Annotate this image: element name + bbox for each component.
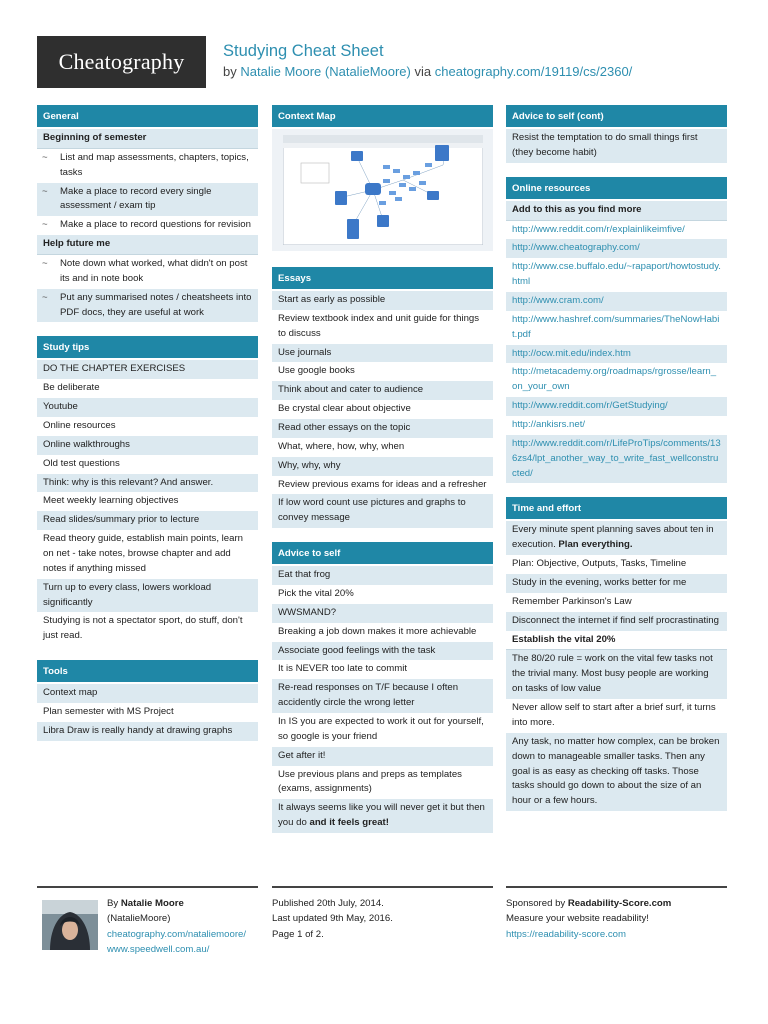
study-tips-box	[37, 336, 258, 646]
resource-link[interactable]: http://www.reddit.com/r/explainlikeimfive/	[506, 221, 727, 240]
list-item: ~ Note down what worked, what didn't on post its and in note book	[37, 255, 258, 289]
general-rows	[37, 129, 258, 322]
list-item: Resist the temptation to do small things first (they become habit)	[506, 129, 727, 163]
time-first-bold: Plan everything.	[558, 539, 633, 551]
essays-title: Essays	[272, 267, 493, 291]
footer-dates	[272, 886, 493, 942]
advice-cont-rows	[506, 129, 727, 163]
list-item: Never allow self to start after a brief surf, it turns into more.	[506, 699, 727, 733]
byline-via: via	[414, 64, 432, 79]
footer-by: By	[107, 898, 119, 909]
list-item: Context map	[37, 684, 258, 703]
list-item: Turn up to every class, lowers workload significantly	[37, 579, 258, 613]
resource-link[interactable]: http://metacademy.org/roadmaps/rgrosse/learn_on_your_own	[506, 363, 727, 397]
context-map-diagram	[283, 135, 483, 245]
study-tips-rows	[37, 360, 258, 646]
sponsor-name: Readability-Score.com	[567, 898, 672, 909]
time-subheading: Establish the vital 20%	[506, 631, 727, 651]
list-item: It is NEVER too late to commit	[272, 660, 493, 679]
list-item: Studying is not a spectator sport, do stuff, don't just read.	[37, 612, 258, 646]
list-item: If low word count use pictures and graphs to convey message	[272, 494, 493, 528]
time-effort-box	[506, 497, 727, 811]
advice-cont-title: Advice to self (cont)	[506, 105, 727, 129]
byline	[223, 64, 632, 80]
tools-box	[37, 660, 258, 741]
list-item: Youtube	[37, 398, 258, 417]
author-line	[107, 896, 258, 911]
list-item: Use previous plans and preps as templates (exams, assignments)	[272, 766, 493, 800]
general-title: General	[37, 105, 258, 129]
resource-link[interactable]: http://www.cram.com/	[506, 292, 727, 311]
online-subheading: Add to this as you find more	[506, 201, 727, 221]
list-item: Re-read responses on T/F because I often accidently circle the wrong letter	[272, 679, 493, 713]
context-map-box	[272, 105, 493, 253]
online-resources-rows	[506, 201, 727, 484]
header	[37, 36, 737, 91]
list-item: Get after it!	[272, 747, 493, 766]
general-subheading: Beginning of semester	[37, 129, 258, 149]
sponsor-link[interactable]: https://readability-score.com	[506, 928, 626, 940]
resource-link[interactable]: http://www.cheatography.com/	[506, 239, 727, 258]
list-item: Read theory guide, establish main points, learn on net - take notes, browse chapter and add notes if anything missed	[37, 530, 258, 579]
footer-author-handle: (NatalieMoore)	[107, 913, 171, 925]
list-item: In IS you are expected to work it out for yourself, so google is your friend	[272, 713, 493, 747]
list-item: Read other essays on the topic	[272, 419, 493, 438]
time-effort-title: Time and effort	[506, 497, 727, 521]
list-item: Start as early as possible	[272, 291, 493, 310]
list-item: Any task, no matter how complex, can be broken down to manageable smaller tasks. Then any goal is as easy as checking off tasks. Those tasks should go down to about the size of an hour or a few hours.	[506, 733, 727, 811]
sponsor-tagline: Measure your website readability!	[506, 913, 649, 925]
published-date: Published 20th July, 2014.	[272, 898, 384, 909]
list-item: WWSMAND?	[272, 604, 493, 623]
list-item: Plan: Objective, Outputs, Tasks, Timeline	[506, 555, 727, 574]
list-item: Be crystal clear about objective	[272, 400, 493, 419]
author-profile-link[interactable]: cheatography.com/nataliemoore/	[107, 928, 247, 940]
avatar[interactable]	[42, 900, 98, 950]
resource-link[interactable]: http://ankisrs.net/	[506, 416, 727, 435]
list-item: Old test questions	[37, 455, 258, 474]
list-item: Plan semester with MS Project	[37, 703, 258, 722]
resource-link[interactable]: http://www.cse.buffalo.edu/~rapaport/howtostudy.html	[506, 258, 727, 292]
list-item: Libra Draw is really handy at drawing graphs	[37, 722, 258, 741]
advice-last-bold: and it feels great!	[309, 817, 389, 829]
tools-rows	[37, 684, 258, 741]
list-item: Why, why, why	[272, 457, 493, 476]
list-item	[272, 799, 493, 833]
list-item: ~ Put any summarised notes / cheatsheets into PDF docs, they are useful at work	[37, 289, 258, 323]
list-item: Pick the vital 20%	[272, 585, 493, 604]
advice-title: Advice to self	[272, 542, 493, 566]
list-item: Online resources	[37, 417, 258, 436]
list-item: DO THE CHAPTER EXERCISES	[37, 360, 258, 379]
resource-link[interactable]: http://www.hashref.com/summaries/TheNowHabit.pdf	[506, 311, 727, 345]
list-item: Associate good feelings with the task	[272, 642, 493, 661]
resource-link[interactable]: http://www.reddit.com/r/GetStudying/	[506, 397, 727, 416]
footer-author-name: Natalie Moore	[120, 898, 184, 909]
column-1	[37, 105, 258, 755]
list-item: Use journals	[272, 344, 493, 363]
list-item: Breaking a job down makes it more achievable	[272, 623, 493, 642]
online-resources-title: Online resources	[506, 177, 727, 201]
column-3	[506, 105, 727, 825]
sponsored-by-text: Sponsored by	[506, 898, 568, 909]
author-website-link[interactable]: www.speedwell.com.au/	[107, 944, 210, 956]
list-item	[506, 521, 727, 555]
time-effort-rows	[506, 521, 727, 811]
sheet-url-link[interactable]: cheatography.com/19119/cs/2360/	[434, 64, 633, 79]
list-item: Disconnect the internet if find self procrastinating	[506, 612, 727, 631]
list-item: Study in the evening, works better for me	[506, 574, 727, 593]
list-item: Review previous exams for ideas and a refresher	[272, 476, 493, 495]
list-item: ~ Make a place to record every single assessment / exam tip	[37, 183, 258, 217]
avatar-photo	[42, 900, 98, 950]
study-tips-title: Study tips	[37, 336, 258, 360]
list-item: Think: why is this relevant? And answer.	[37, 474, 258, 493]
advice-rows	[272, 566, 493, 833]
author-link[interactable]: Natalie Moore (NatalieMoore)	[240, 64, 411, 79]
online-resources-box	[506, 177, 727, 484]
tools-title: Tools	[37, 660, 258, 684]
list-item: Remember Parkinson's Law	[506, 593, 727, 612]
list-item: Eat that frog	[272, 566, 493, 585]
list-item: ~ Make a place to record questions for revision	[37, 216, 258, 235]
byline-by: by	[223, 64, 237, 79]
list-item: Use google books	[272, 362, 493, 381]
page-title: Studying Cheat Sheet	[223, 42, 384, 60]
essays-rows	[272, 291, 493, 528]
resource-link[interactable]: http://ocw.mit.edu/index.htm	[506, 345, 727, 364]
resource-link[interactable]: http://www.reddit.com/r/LifeProTips/comments/136zs4/lpt_another_way_to_write_fast_wellconstructed/	[506, 435, 727, 484]
cheatography-logo[interactable]: Cheatography	[37, 36, 206, 88]
list-item: Meet weekly learning objectives	[37, 492, 258, 511]
updated-date: Last updated 9th May, 2016.	[272, 913, 393, 925]
page-number: Page 1 of 2.	[272, 928, 324, 940]
column-2	[272, 105, 493, 847]
author-info	[107, 896, 258, 957]
footer-sponsor	[506, 886, 727, 942]
list-item: Think about and cater to audience	[272, 381, 493, 400]
advice-cont-box	[506, 105, 727, 163]
time-first-text: Every minute spent planning saves about ten in execution.	[512, 524, 714, 551]
general-subheading: Help future me	[37, 235, 258, 255]
general-box	[37, 105, 258, 322]
context-map-image	[272, 129, 493, 253]
list-item: The 80/20 rule = work on the vital few tasks not the trivial many. Most busy people are working on tasks of low value	[506, 650, 727, 699]
list-item: Be deliberate	[37, 379, 258, 398]
list-item: ~ List and map assessments, chapters, topics, tasks	[37, 149, 258, 183]
footer-author	[37, 886, 258, 957]
context-map-title: Context Map	[272, 105, 493, 129]
list-item: Online walkthroughs	[37, 436, 258, 455]
list-item: Read slides/summary prior to lecture	[37, 511, 258, 530]
list-item: What, where, how, why, when	[272, 438, 493, 457]
advice-last-text: It always seems like you will never get it but then you do	[278, 802, 485, 829]
advice-box	[272, 542, 493, 833]
sponsor-line	[506, 896, 727, 911]
essays-box	[272, 267, 493, 528]
list-item: Review textbook index and unit guide for things to discuss	[272, 310, 493, 344]
